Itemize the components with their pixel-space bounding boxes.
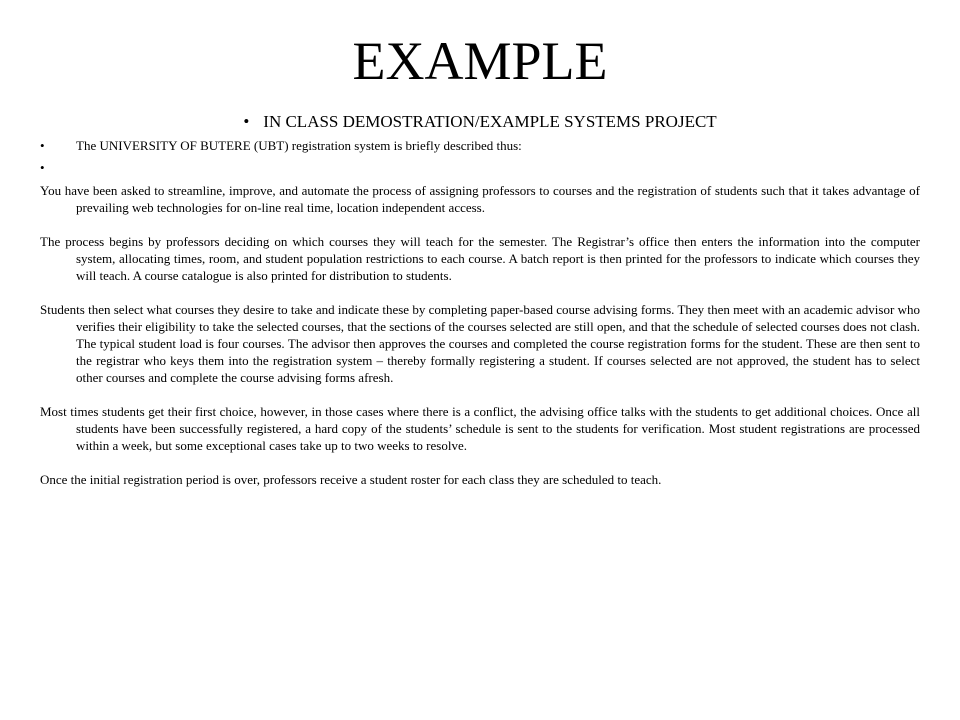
subtitle-bullet-item [0, 111, 960, 133]
paragraph: Students then select what courses they desire to take and indicate these by completing paper-based course advising forms. They then meet with an academic advisor who verifies their eligibility to take the selected courses, that the sections of the courses selected are still open, and that the schedule of selected courses does not clash. The typical student load is four courses. The advisor then approves the courses and completed the course registration forms for the student. These are then sent to the registrar who keys them into the registration system – thereby formally registering a student. If courses selected are not approved, the student has to select other courses and complete the course advising forms afresh. [40, 302, 920, 385]
paragraph: Once the initial registration period is over, professors receive a student roster for each class they are scheduled to teach. [40, 472, 662, 487]
body-text [40, 182, 920, 505]
paragraph: The process begins by professors deciding on which courses they will teach for the semester. The Registrar’s office then enters the information into the computer system, allocating times, room, and student population restrictions to each course. A batch report is then printed for the professors to indicate which courses they will teach. A course catalogue is also printed for distribution to students. [40, 234, 920, 283]
bullet-icon: • [40, 138, 45, 153]
slide-title: EXAMPLE [352, 31, 608, 91]
paragraph: You have been asked to streamline, improve, and automate the process of assigning professors to courses and the registration of students such that it takes advantage of prevailing web technologies for on-line real time, location independent access. [40, 183, 920, 215]
bullet-icon: • [243, 112, 250, 131]
empty-bullet-item [40, 159, 76, 176]
intro-bullet-item [40, 137, 522, 154]
intro-text: The UNIVERSITY OF BUTERE (UBT) registration system is briefly described thus: [76, 138, 522, 153]
paragraph: Most times students get their first choice, however, in those cases where there is a conflict, the advising office talks with the students to get additional choices. Once all students have been successfully registered, a hard copy of the students’ schedule is sent to the students for verification. Most student registrations are processed within a week, but some exceptional cases take up to two weeks to resolve. [40, 404, 920, 453]
slide-subtitle: IN CLASS DEMOSTRATION/EXAMPLE SYSTEMS PROJECT [263, 112, 717, 131]
bullet-icon: • [40, 160, 45, 175]
